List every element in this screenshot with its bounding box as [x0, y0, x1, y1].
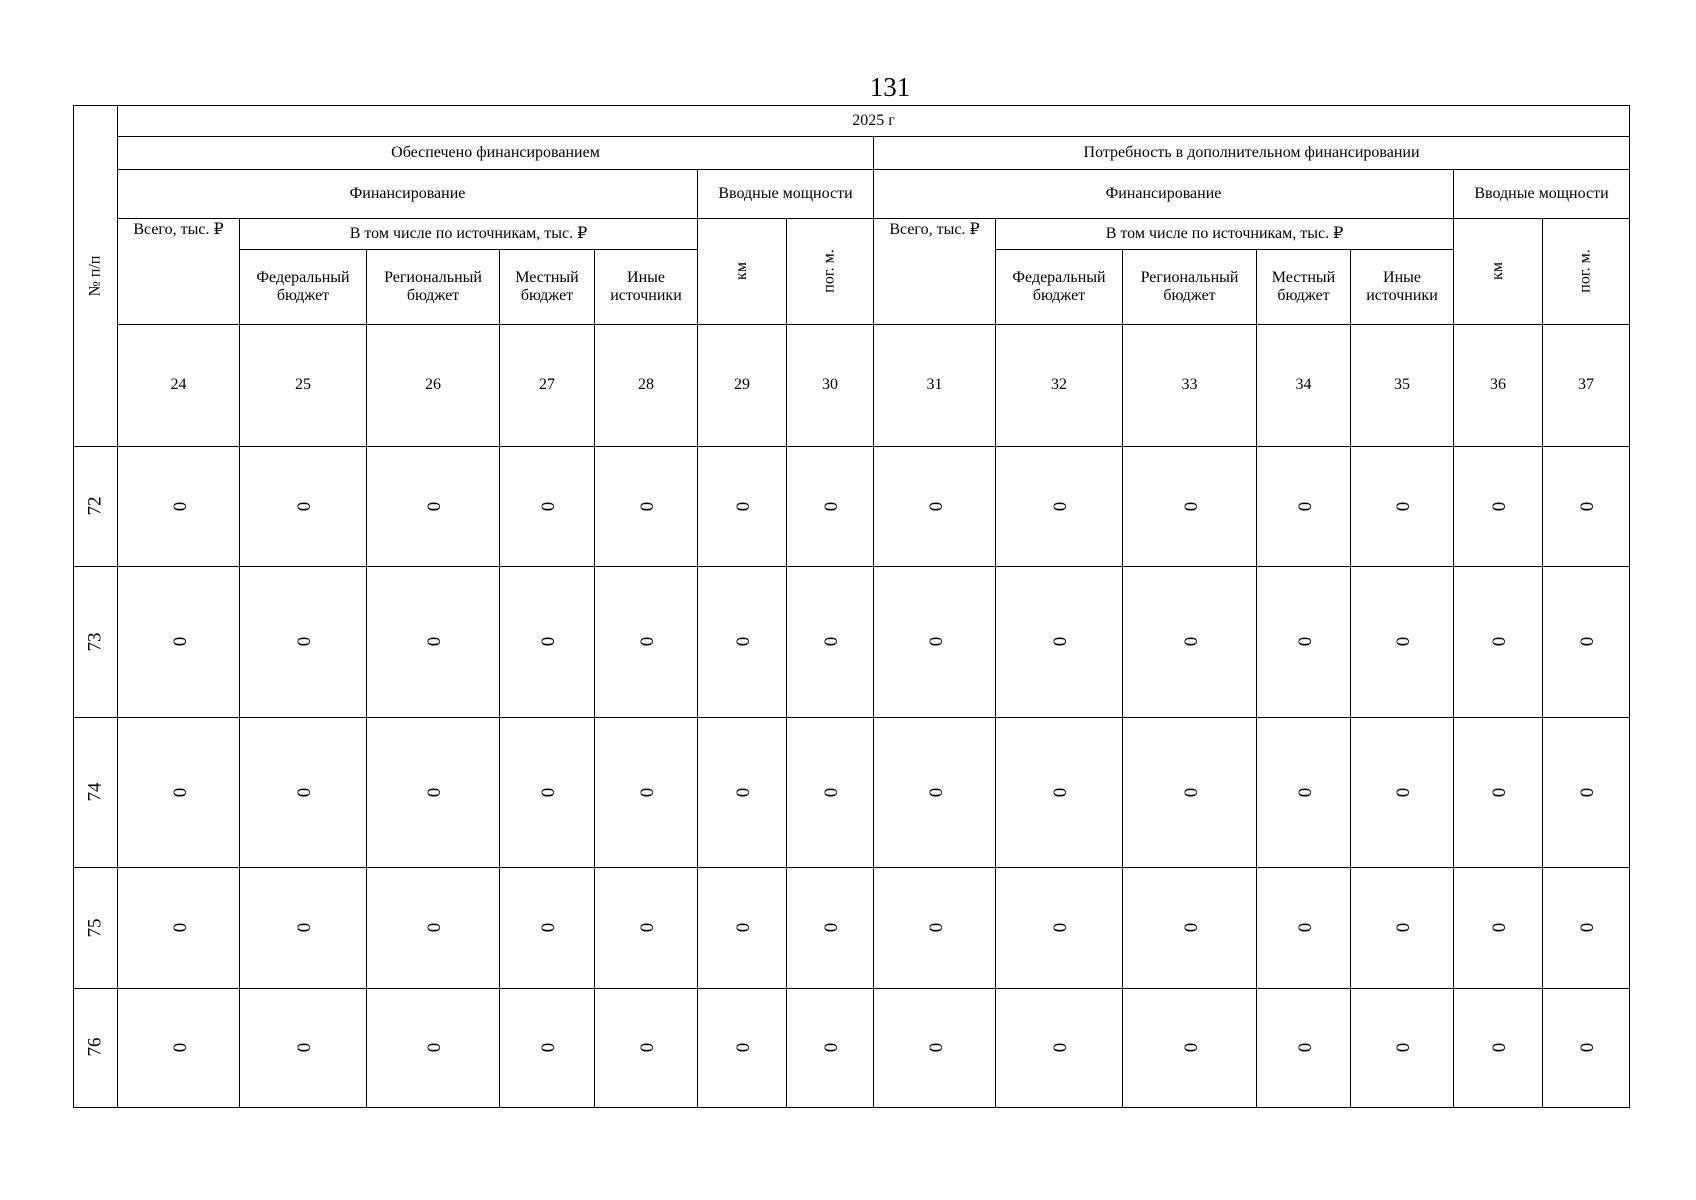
table-row — [74, 717, 1630, 868]
table-row — [74, 868, 1630, 988]
capacity-header-needed: Вводные мощности — [1454, 169, 1630, 218]
cell-value: 0 — [698, 717, 787, 868]
cell-value: 0 — [1123, 868, 1257, 988]
cell-value: 0 — [500, 717, 595, 868]
km-header-needed: км — [1454, 218, 1543, 324]
capacity-header-secured: Вводные мощности — [698, 169, 874, 218]
cell-value: 0 — [1257, 717, 1351, 868]
cell-value: 0 — [874, 446, 996, 566]
cell-value: 0 — [595, 868, 698, 988]
cell-value: 0 — [118, 717, 240, 868]
financing-header-needed: Финансирование — [874, 169, 1454, 218]
other-header-secured: Иные источники — [595, 250, 698, 324]
pog-m-header-needed: пог. м. — [1543, 218, 1630, 324]
regional-header-secured: Региональный бюджет — [367, 250, 500, 324]
cell-value: 0 — [118, 988, 240, 1107]
cell-value: 0 — [1351, 446, 1454, 566]
cell-value: 0 — [1257, 446, 1351, 566]
cell-value: 0 — [787, 868, 874, 988]
column-number: 24 — [118, 324, 240, 446]
cell-value: 0 — [996, 446, 1123, 566]
local-header-needed: Местный бюджет — [1257, 250, 1351, 324]
column-number: 26 — [367, 324, 500, 446]
cell-value: 0 — [698, 567, 787, 718]
cell-value: 0 — [595, 446, 698, 566]
row-number: 76 — [74, 988, 118, 1107]
page-number: 131 — [869, 72, 911, 102]
cell-value: 0 — [595, 717, 698, 868]
cell-value: 0 — [118, 868, 240, 988]
row-number: 75 — [74, 868, 118, 988]
cell-value: 0 — [118, 567, 240, 718]
cell-value: 0 — [367, 988, 500, 1107]
total-header-secured: Всего, тыс. ₽ — [118, 218, 240, 324]
cell-value: 0 — [367, 717, 500, 868]
cell-value: 0 — [1454, 446, 1543, 566]
financing-header-secured: Финансирование — [118, 169, 698, 218]
cell-value: 0 — [367, 868, 500, 988]
column-number: 30 — [787, 324, 874, 446]
additional-financing-header: Потребность в дополнительном финансировании — [874, 137, 1630, 169]
column-number: 34 — [1257, 324, 1351, 446]
cell-value: 0 — [787, 988, 874, 1107]
federal-header-secured: Федеральный бюджет — [240, 250, 367, 324]
cell-value: 0 — [996, 988, 1123, 1107]
cell-value: 0 — [1543, 567, 1630, 718]
secured-financing-header: Обеспечено финансированием — [118, 137, 874, 169]
cell-value: 0 — [240, 717, 367, 868]
cell-value: 0 — [1257, 868, 1351, 988]
federal-header-needed: Федеральный бюджет — [996, 250, 1123, 324]
cell-value: 0 — [698, 988, 787, 1107]
column-number: 28 — [595, 324, 698, 446]
cell-value: 0 — [1123, 567, 1257, 718]
cell-value: 0 — [1257, 988, 1351, 1107]
cell-value: 0 — [500, 446, 595, 566]
column-number-row — [74, 324, 1630, 446]
cell-value: 0 — [240, 868, 367, 988]
cell-value: 0 — [1351, 717, 1454, 868]
column-number: 25 — [240, 324, 367, 446]
cell-value: 0 — [1123, 988, 1257, 1107]
cell-value: 0 — [500, 567, 595, 718]
cell-value: 0 — [1257, 567, 1351, 718]
cell-value: 0 — [1351, 567, 1454, 718]
cell-value: 0 — [787, 567, 874, 718]
cell-value: 0 — [1123, 717, 1257, 868]
cell-value: 0 — [874, 717, 996, 868]
cell-value: 0 — [698, 446, 787, 566]
cell-value: 0 — [240, 988, 367, 1107]
cell-value: 0 — [698, 868, 787, 988]
cell-value: 0 — [1351, 868, 1454, 988]
row-number: 73 — [74, 567, 118, 718]
cell-value: 0 — [1543, 717, 1630, 868]
cell-value: 0 — [367, 446, 500, 566]
cell-value: 0 — [500, 988, 595, 1107]
cell-value: 0 — [787, 446, 874, 566]
table-row — [74, 446, 1630, 566]
cell-value: 0 — [787, 717, 874, 868]
cell-value: 0 — [1543, 988, 1630, 1107]
column-number: 35 — [1351, 324, 1454, 446]
cell-value: 0 — [1454, 868, 1543, 988]
cell-value: 0 — [1351, 988, 1454, 1107]
column-number: 37 — [1543, 324, 1630, 446]
by-sources-header-needed: В том числе по источникам, тыс. ₽ — [996, 218, 1454, 249]
column-number: 29 — [698, 324, 787, 446]
cell-value: 0 — [240, 567, 367, 718]
cell-value: 0 — [874, 868, 996, 988]
km-header-secured: км — [698, 218, 787, 324]
year-header: 2025 г — [118, 106, 1630, 137]
regional-header-needed: Региональный бюджет — [1123, 250, 1257, 324]
cell-value: 0 — [367, 567, 500, 718]
cell-value: 0 — [595, 988, 698, 1107]
by-sources-header-secured: В том числе по источникам, тыс. ₽ — [240, 218, 698, 249]
total-header-needed: Всего, тыс. ₽ — [874, 218, 996, 324]
row-number: 72 — [74, 446, 118, 566]
row-number-header: № п/п — [74, 106, 118, 447]
column-number: 36 — [1454, 324, 1543, 446]
cell-value: 0 — [874, 567, 996, 718]
column-number: 32 — [996, 324, 1123, 446]
cell-value: 0 — [1123, 446, 1257, 566]
cell-value: 0 — [996, 717, 1123, 868]
column-number: 33 — [1123, 324, 1257, 446]
cell-value: 0 — [500, 868, 595, 988]
cell-value: 0 — [595, 567, 698, 718]
cell-value: 0 — [1454, 988, 1543, 1107]
cell-value: 0 — [240, 446, 367, 566]
local-header-secured: Местный бюджет — [500, 250, 595, 324]
cell-value: 0 — [1454, 567, 1543, 718]
table-row — [74, 567, 1630, 718]
cell-value: 0 — [874, 988, 996, 1107]
cell-value: 0 — [118, 446, 240, 566]
cell-value: 0 — [996, 567, 1123, 718]
pog-m-header-secured: пог. м. — [787, 218, 874, 324]
table-row — [74, 988, 1630, 1107]
cell-value: 0 — [1454, 717, 1543, 868]
column-number: 31 — [874, 324, 996, 446]
cell-value: 0 — [996, 868, 1123, 988]
cell-value: 0 — [1543, 446, 1630, 566]
cell-value: 0 — [1543, 868, 1630, 988]
column-number: 27 — [500, 324, 595, 446]
financing-table — [73, 105, 1630, 1108]
other-header-needed: Иные источники — [1351, 250, 1454, 324]
row-number: 74 — [74, 717, 118, 868]
